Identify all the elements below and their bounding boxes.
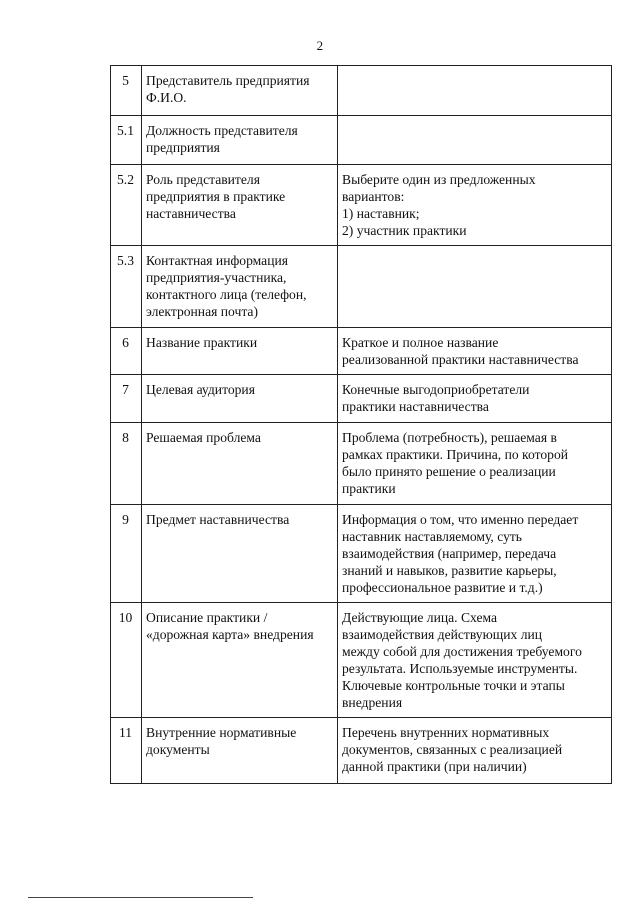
- table-row: [111, 66, 612, 116]
- table-row: [111, 375, 612, 423]
- row-number: 5.1: [111, 116, 142, 165]
- form-table: [110, 65, 612, 784]
- table-row: [111, 165, 612, 246]
- table-row: [111, 246, 612, 328]
- row-number: 11: [111, 718, 142, 784]
- row-label: Описание практики / «дорожная карта» внедрения: [142, 603, 338, 718]
- footnote-divider: [28, 897, 253, 898]
- row-description: Проблема (потребность), решаемая в рамках практики. Причина, по которой было принято решение о реализации практики: [338, 423, 612, 505]
- row-description: Перечень внутренних нормативных документов, связанных с реализацией данной практики (при наличии): [338, 718, 612, 784]
- row-label: Название практики: [142, 328, 338, 375]
- row-description: [338, 116, 612, 165]
- row-label: Должность представителя предприятия: [142, 116, 338, 165]
- row-number: 9: [111, 505, 142, 603]
- row-description: Краткое и полное название реализованной практики наставничества: [338, 328, 612, 375]
- row-description: Действующие лица. Схема взаимодействия действующих лиц между собой для достижения требуемого результата. Используемые инструменты. Ключевые контрольные точки и этапы внедрения: [338, 603, 612, 718]
- row-description: [338, 66, 612, 116]
- table-row: [111, 116, 612, 165]
- row-number: 7: [111, 375, 142, 423]
- row-number: 6: [111, 328, 142, 375]
- row-description: Конечные выгодоприобретатели практики наставничества: [338, 375, 612, 423]
- table-row: [111, 718, 612, 784]
- row-label: Роль представителя предприятия в практике наставничества: [142, 165, 338, 246]
- row-label: Целевая аудитория: [142, 375, 338, 423]
- row-number: 5: [111, 66, 142, 116]
- page-number: 2: [316, 38, 324, 53]
- row-description: Выберите один из предложенных вариантов: 1) наставник; 2) участник практики: [338, 165, 612, 246]
- row-label: Представитель предприятия Ф.И.О.: [142, 66, 338, 116]
- row-number: 10: [111, 603, 142, 718]
- row-label: Решаемая проблема: [142, 423, 338, 505]
- row-number: 8: [111, 423, 142, 505]
- table-row: [111, 423, 612, 505]
- table-row: [111, 328, 612, 375]
- row-number: 5.3: [111, 246, 142, 328]
- row-label: Контактная информация предприятия-участника, контактного лица (телефон, электронная почта): [142, 246, 338, 328]
- row-label: Предмет наставничества: [142, 505, 338, 603]
- row-label: Внутренние нормативные документы: [142, 718, 338, 784]
- table-row: [111, 505, 612, 603]
- row-description: [338, 246, 612, 328]
- row-number: 5.2: [111, 165, 142, 246]
- row-description: Информация о том, что именно передает наставник наставляемому, суть взаимодействия (например, передача знаний и навыков, развитие карьеры, профессиональное развитие и т.д.): [338, 505, 612, 603]
- table-row: [111, 603, 612, 718]
